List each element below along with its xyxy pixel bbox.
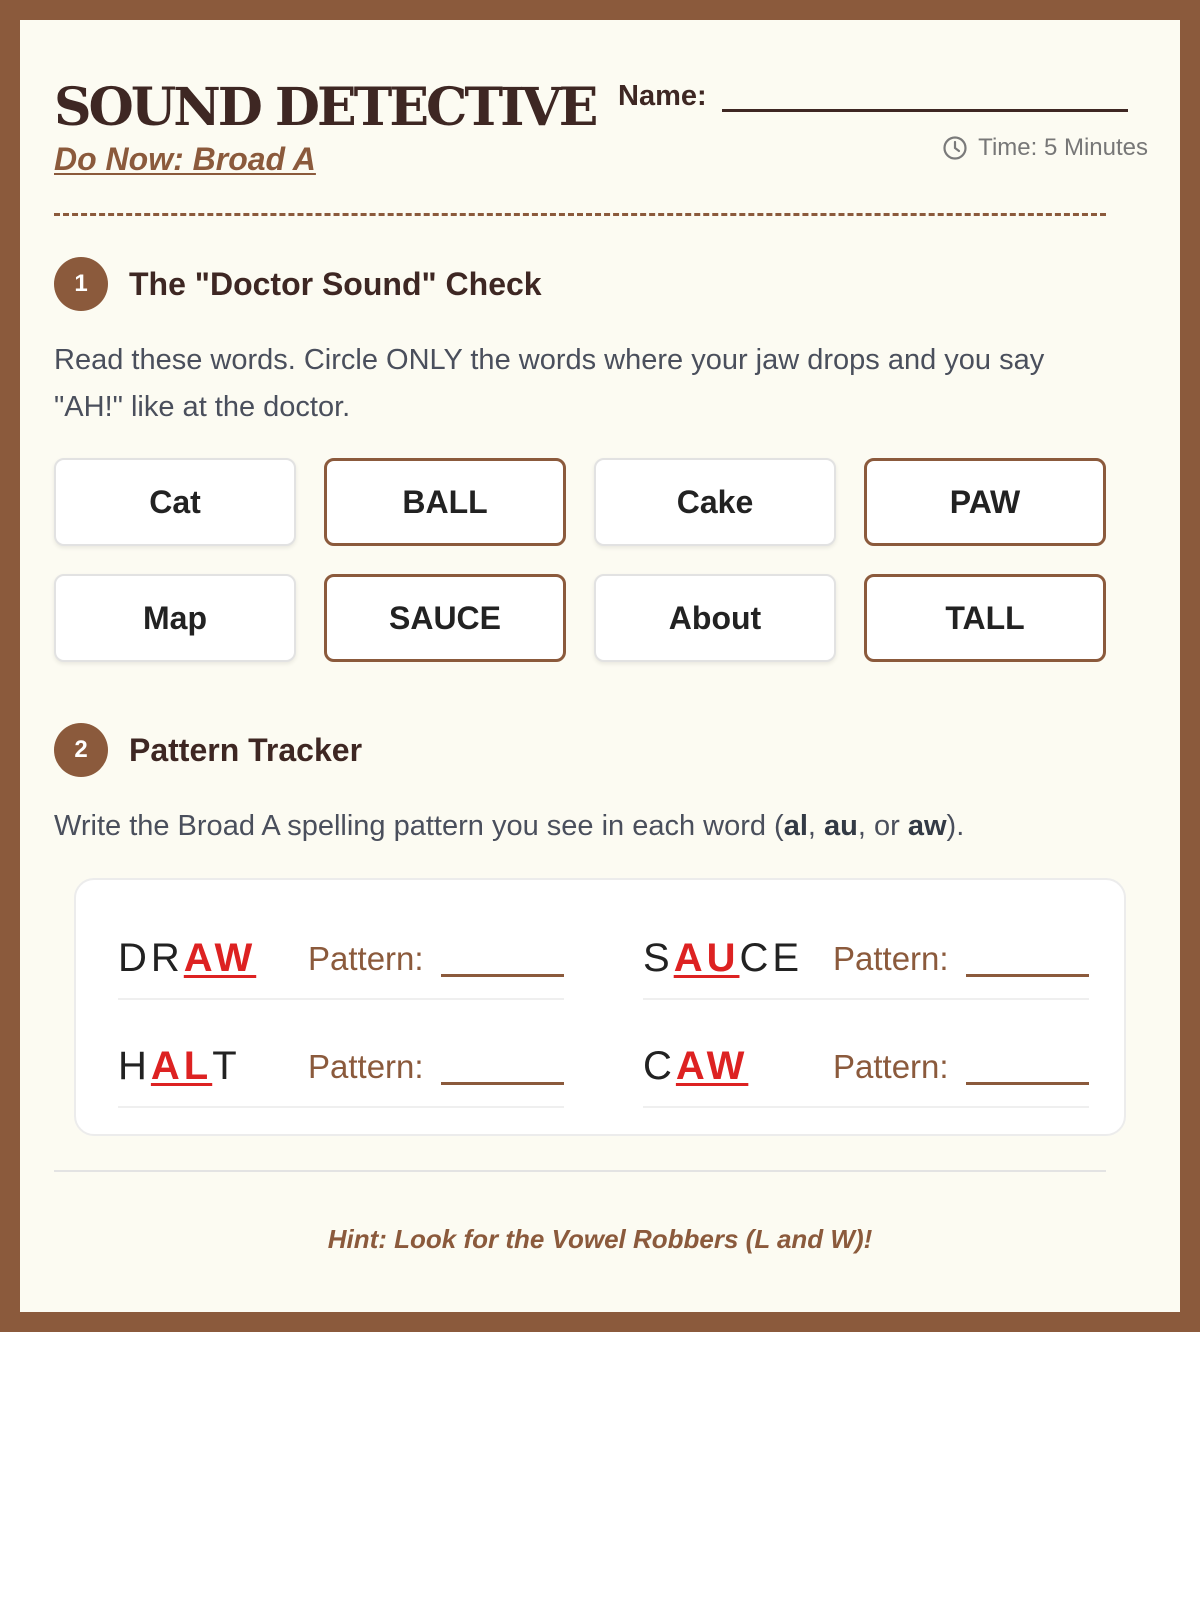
- header-divider: [54, 213, 1106, 216]
- footer-divider: [54, 1170, 1106, 1172]
- tracker-word: [118, 936, 256, 981]
- instr-text: , or: [857, 810, 908, 842]
- pattern-answer-blank[interactable]: [966, 1082, 1089, 1085]
- pattern-answer-blank[interactable]: [441, 1082, 564, 1085]
- pattern-au: au: [824, 810, 858, 842]
- section-number-badge: 1: [54, 257, 108, 311]
- section-number-badge: 2: [54, 723, 108, 777]
- tracker-word: [643, 1044, 748, 1089]
- word-card[interactable]: Cat: [54, 458, 296, 546]
- section-1-header: [54, 257, 542, 311]
- time-limit: [942, 134, 1148, 162]
- word-highlight: AL: [150, 1044, 213, 1088]
- tracker-word: [643, 936, 803, 981]
- word-highlight: AW: [675, 1044, 749, 1088]
- page-subtitle: Do Now: Broad A: [54, 141, 316, 177]
- time-label: Time: 5 Minutes: [978, 134, 1148, 161]
- word-grid: [54, 458, 1106, 662]
- hint-text: Hint: Look for the Vowel Robbers (L and W)!: [327, 1224, 873, 1254]
- name-label: Name:: [618, 80, 707, 112]
- name-blank-line[interactable]: [722, 109, 1128, 112]
- instr-text: ,: [807, 810, 825, 842]
- page-title: SOUND DETECTIVE: [54, 77, 596, 138]
- word-part: H: [118, 1044, 151, 1088]
- word-part: S: [643, 936, 674, 980]
- clock-icon: [942, 135, 968, 161]
- pattern-label: Pattern:: [308, 1048, 424, 1085]
- word-part: DR: [118, 936, 184, 980]
- section-title: Pattern Tracker: [129, 731, 363, 768]
- tracker-item: [643, 1020, 1089, 1108]
- pattern-label: Pattern:: [833, 1048, 949, 1085]
- word-card[interactable]: TALL: [864, 574, 1106, 662]
- instr-text: ).: [946, 810, 965, 842]
- section-1-instructions: Read these words. Circle ONLY the words where your jaw drops and you say "AH!" like at the doctor.: [54, 344, 1045, 423]
- word-card[interactable]: About: [594, 574, 836, 662]
- word-highlight: AW: [183, 936, 257, 980]
- word-part: CE: [739, 936, 804, 980]
- tracker-item: [118, 912, 564, 1000]
- pattern-al: al: [783, 810, 808, 842]
- pattern-label: Pattern:: [833, 940, 949, 977]
- word-part: C: [643, 1044, 676, 1088]
- name-field[interactable]: [618, 76, 1128, 116]
- word-card[interactable]: BALL: [324, 458, 566, 546]
- word-card[interactable]: PAW: [864, 458, 1106, 546]
- word-card[interactable]: Map: [54, 574, 296, 662]
- pattern-answer-blank[interactable]: [966, 974, 1089, 977]
- pattern-aw: aw: [907, 810, 947, 842]
- pattern-tracker-box: [74, 878, 1126, 1136]
- tracker-item: [643, 912, 1089, 1000]
- section-2-instructions: [54, 803, 1114, 850]
- tracker-item: [118, 1020, 564, 1108]
- tracker-word: [118, 1044, 241, 1089]
- pattern-answer-blank[interactable]: [441, 974, 564, 977]
- section-title: The "Doctor Sound" Check: [129, 265, 542, 302]
- word-highlight: AU: [673, 936, 740, 980]
- instr-text: Write the Broad A spelling pattern you see in each word (: [54, 810, 784, 842]
- pattern-label: Pattern:: [308, 940, 424, 977]
- word-part: T: [212, 1044, 241, 1088]
- word-card[interactable]: SAUCE: [324, 574, 566, 662]
- word-card[interactable]: Cake: [594, 458, 836, 546]
- section-2-header: [54, 723, 362, 777]
